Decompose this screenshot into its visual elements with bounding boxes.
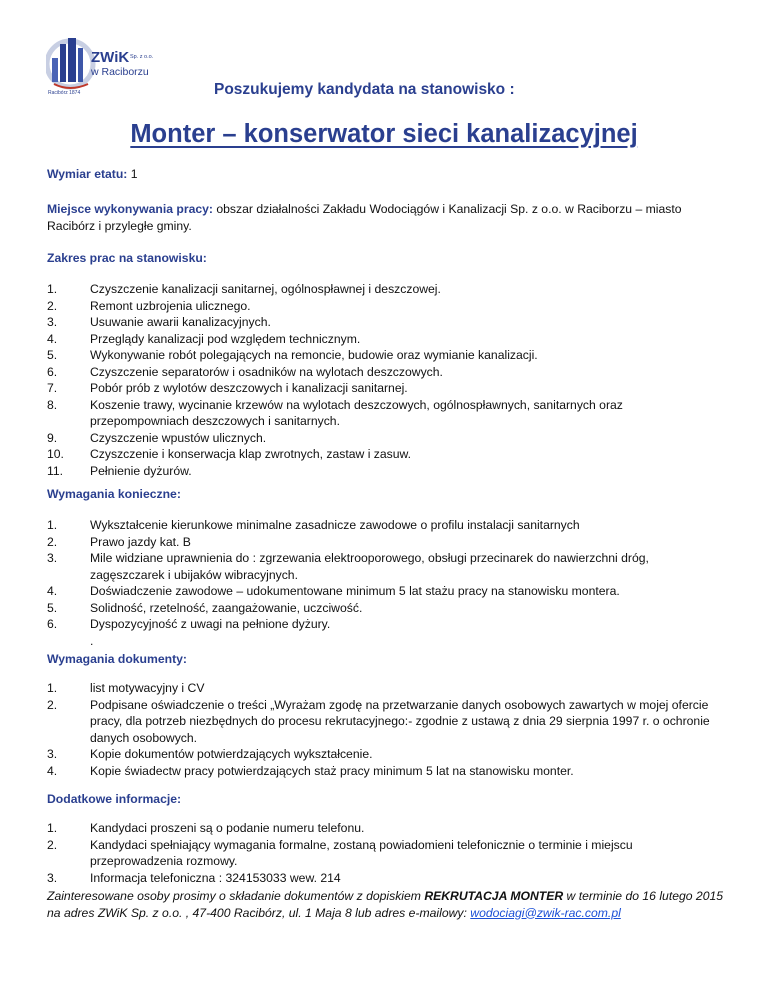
- item-number: 2.: [47, 837, 58, 852]
- item-number: 2.: [47, 534, 58, 549]
- item-text: Koszenie trawy, wycinanie krzewów na wylotach deszczowych, ogólnospławnych, sanitarnych oraz przepompowniach deszczowych i sanitarnych.: [90, 397, 623, 428]
- dodatkowe-list: [47, 820, 727, 886]
- item-text: Czyszczenie kanalizacji sanitarnej, ogólnospławnej i deszczowej.: [90, 282, 441, 296]
- item-number: 3.: [47, 870, 58, 885]
- list-item: [47, 550, 727, 583]
- dokumenty-heading-text: Wymagania dokumenty:: [47, 652, 187, 666]
- item-text: Doświadczenie zawodowe – udokumentowane minimum 5 lat stażu pracy na stanowisku montera.: [90, 584, 620, 598]
- zakres-heading-text: Zakres prac na stanowisku:: [47, 251, 207, 265]
- item-text: Pobór prób z wylotów deszczowych i kanalizacji sanitarnej.: [90, 381, 408, 395]
- wymiar-value: 1: [127, 167, 138, 181]
- dokumenty-heading: [47, 651, 727, 668]
- item-number: 1.: [47, 518, 58, 532]
- list-item: [47, 870, 727, 887]
- item-number: 2.: [47, 298, 58, 313]
- list-item: [47, 364, 727, 381]
- zakres-heading: [47, 250, 727, 267]
- item-text: Prawo jazdy kat. B: [90, 534, 191, 549]
- zakres-list: [47, 281, 727, 479]
- logo-city: w Raciborzu: [91, 66, 149, 78]
- page-subtitle: Poszukujemy kandydata na stanowisko :: [214, 81, 515, 98]
- list-item: [47, 463, 727, 480]
- list-item: [47, 680, 727, 697]
- item-text: list motywacyjny i CV: [90, 681, 205, 695]
- list-item: [47, 347, 727, 364]
- dodatkowe-heading-text: Dodatkowe informacje:: [47, 792, 182, 806]
- footer-text-post: w terminie do 16 lutego 2015 na adres ZWiK Sp. z o.o. , 47-400 Racibórz, ul. 1 Maja 8 lub adres e-mailowy:: [47, 889, 724, 920]
- item-number: 5.: [47, 348, 58, 362]
- dodatkowe-heading: [47, 791, 727, 808]
- item-number: 10.: [47, 447, 64, 461]
- list-item: [47, 397, 727, 430]
- miejsce-label: Miejsce wykonywania pracy:: [47, 202, 213, 216]
- item-number: 6.: [47, 364, 58, 379]
- list-item: [47, 314, 727, 331]
- list-item: [47, 281, 727, 298]
- konieczne-heading: [47, 486, 727, 503]
- miejsce-value: obszar działalności Zakładu Wodociągów i Kanalizacji Sp. z o.o. w Raciborzu – miasto Racibórz i przyległe gminy.: [47, 202, 682, 233]
- item-text: Pełnienie dyżurów.: [90, 463, 192, 478]
- list-item: [47, 446, 727, 463]
- logo-suffix: Sp. z o.o.: [130, 54, 154, 60]
- item-number: 3.: [47, 747, 58, 761]
- miejsce-pracy: [47, 201, 727, 234]
- item-number: 8.: [47, 397, 58, 412]
- item-text: Informacja telefoniczna : 324153033 wew. 214: [90, 870, 341, 885]
- list-item: [47, 837, 727, 870]
- item-number: 4.: [47, 584, 58, 598]
- item-number: 11.: [47, 463, 64, 478]
- logo-name: ZWiK: [91, 49, 130, 66]
- konieczne-list: [47, 517, 727, 649]
- item-number: 3.: [47, 551, 58, 565]
- email-link[interactable]: wodociagi@zwik-rac.com.pl: [470, 905, 621, 920]
- list-item: [47, 820, 727, 837]
- item-text: Czyszczenie wpustów ulicznych.: [90, 430, 267, 445]
- list-item: [47, 517, 727, 534]
- list-item: [47, 763, 727, 780]
- item-number: 9.: [47, 430, 58, 445]
- item-text: Wykształcenie kierunkowe minimalne zasadnicze zawodowe o profilu instalacji sanitarnych: [90, 518, 580, 532]
- wymiar-label: Wymiar etatu:: [47, 167, 128, 181]
- list-item: [47, 583, 727, 600]
- logo-graphic: [46, 34, 172, 96]
- list-item: [47, 380, 727, 397]
- item-text: Solidność, rzetelność, zaangażowanie, uczciwość.: [90, 600, 363, 615]
- item-text: Mile widziane uprawnienia do : zgrzewania elektrooporowego, obsługi przecinarek do nawierzchni dróg, zagęszczarek i ubijaków wibracyjnych.: [90, 551, 649, 582]
- item-number: 2.: [47, 697, 58, 712]
- konieczne-heading-text: Wymagania konieczne:: [47, 487, 181, 501]
- trailing-dot: .: [90, 633, 94, 648]
- item-text: Kandydaci proszeni są o podanie numeru telefonu.: [90, 821, 365, 835]
- footer-text-pre: Zainteresowane osoby prosimy o składanie dokumentów z dopiskiem: [47, 889, 425, 903]
- list-item: [47, 298, 727, 315]
- item-number: 1.: [47, 681, 58, 695]
- item-text: Kopie dokumentów potwierdzających wykształcenie.: [90, 747, 373, 761]
- item-number: 1.: [47, 821, 58, 835]
- item-text: Usuwanie awarii kanalizacyjnych.: [90, 315, 271, 329]
- page-title: Monter – konserwator sieci kanalizacyjnej: [130, 120, 638, 148]
- list-item: [47, 534, 727, 551]
- item-number: 3.: [47, 315, 58, 329]
- list-item: [47, 697, 727, 747]
- list-item: [47, 746, 727, 763]
- item-text: Czyszczenie separatorów i osadników na wylotach deszczowych.: [90, 364, 443, 379]
- company-logo: [46, 34, 172, 96]
- item-text: Kopie świadectw pracy potwierdzających staż pracy minimum 5 lat na stanowisku monter.: [90, 763, 574, 778]
- item-text: Remont uzbrojenia ulicznego.: [90, 298, 251, 313]
- item-text: Kandydaci spełniający wymagania formalne, zostaną powiadomieni telefonicznie o terminie i miejscu przeprowadzenia rozmowy.: [90, 837, 633, 868]
- logo-ring-text: Racibórz 1874: [48, 90, 81, 96]
- footer-note: [47, 888, 727, 921]
- footer-strong: REKRUTACJA MONTER: [424, 889, 564, 903]
- item-text: Czyszczenie i konserwacja klap zwrotnych, zastaw i zasuw.: [90, 447, 412, 461]
- item-text: Dyspozycyjność z uwagi na pełnione dyżury.: [90, 617, 331, 631]
- wymiar-etatu: [47, 166, 727, 183]
- list-item: [47, 331, 727, 348]
- item-number: 6.: [47, 617, 58, 631]
- item-number: 1.: [47, 282, 58, 296]
- dokumenty-list: [47, 680, 727, 779]
- item-number: 5.: [47, 600, 58, 615]
- item-text: Podpisane oświadczenie o treści „Wyrażam zgodę na przetwarzanie danych osobowych zawartych w mojej ofercie pracy, dla potrzeb niezbędnych do procesu rekrutacyjnego:- zgodnie z ustawą z dnia 29 sierpnia 1997 r. o ochronie danych osobowych.: [90, 697, 710, 745]
- list-item: [47, 600, 727, 617]
- item-number: 4.: [47, 331, 58, 346]
- item-number: 7.: [47, 381, 58, 395]
- item-number: 4.: [47, 763, 58, 778]
- item-text: Wykonywanie robót polegających na remoncie, budowie oraz wymianie kanalizacji.: [90, 348, 538, 362]
- list-item: [47, 430, 727, 447]
- list-item: [47, 616, 727, 633]
- item-text: Przeglądy kanalizacji pod względem technicznym.: [90, 331, 361, 346]
